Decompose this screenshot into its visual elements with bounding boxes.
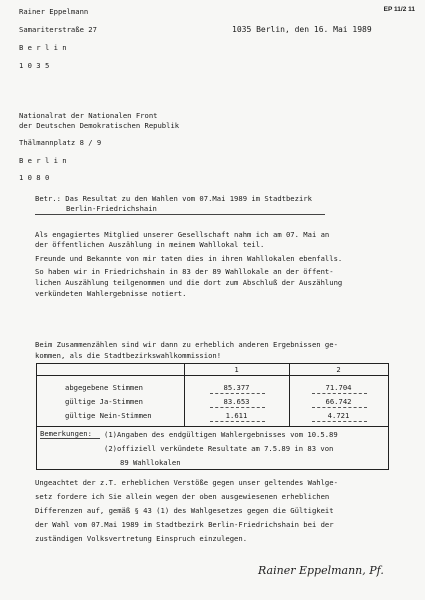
- subject-underline: [35, 214, 325, 215]
- closing-line: Ungeachtet der z.T. erheblichen Verstöße gegen unser geltendes Wahlge-: [35, 478, 338, 487]
- body-line: kommen, als die Stadtbezirkswahlkommission!: [35, 351, 222, 360]
- recipient-zip: 1 0 8 0: [19, 173, 50, 182]
- closing-line: Differenzen auf, gemäß § 43 (1) des Wahlgesetzes gegen die Gültigkeit: [35, 506, 334, 515]
- subject-line2: Berlin-Friedrichshain: [66, 204, 157, 213]
- row-label: abgegebene Stimmen: [65, 383, 143, 392]
- row-value-2: 4.721: [327, 411, 350, 420]
- body-line: So haben wir in Friedrichshain in 83 der 89 Wahllokale an der öffent-: [35, 267, 334, 276]
- row-value-1: 1.611: [225, 411, 248, 420]
- handwritten-signature: Rainer Eppelmann, Pf.: [258, 564, 384, 577]
- recipient-city: B e r l i n: [19, 156, 67, 165]
- row-label: gültige Ja-Stimmen: [65, 397, 143, 406]
- closing-line: zuständigen Volksvertretung Einspruch einzulegen.: [35, 534, 248, 543]
- sender-city: B e r l i n: [19, 43, 67, 52]
- closing-line: setz fordere ich Sie allein wegen der oben ausgewiesenen erheblichen: [35, 492, 330, 501]
- row-value-1: 83.653: [223, 397, 250, 406]
- sender-name: Rainer Eppelmann: [19, 7, 89, 16]
- archive-stamp: EP 11/2 11: [383, 6, 415, 13]
- remarks-label: Bemerkungen:: [40, 429, 92, 438]
- recipient-line2: der Deutschen Demokratischen Republik: [19, 121, 180, 130]
- date-line: 1035 Berlin, den 16. Mai 1989: [232, 25, 372, 34]
- row-label: gültige Nein-Stimmen: [65, 411, 152, 420]
- body-line: Beim Zusammenzählen sind wir dann zu erheblich anderen Ergebnissen ge-: [35, 340, 338, 349]
- column-header-2: 2: [336, 365, 341, 374]
- body-line: verkündeten Wahlergebnisse notiert.: [35, 289, 187, 298]
- remark-line: (1)Angaben des endgültigen Wahlergebnisses vom 10.5.89: [104, 430, 338, 439]
- recipient-line1: Nationalrat der Nationalen Front: [19, 111, 158, 120]
- column-header-1: 1: [234, 365, 239, 374]
- row-value-1: 85.377: [223, 383, 250, 392]
- body-line: der öffentlichen Auszählung in meinem Wahllokal teil.: [35, 240, 265, 249]
- sender-zip: 1 0 3 5: [19, 61, 50, 70]
- row-value-2: 66.742: [325, 397, 352, 406]
- sender-street: Samariterstraße 27: [19, 25, 97, 34]
- body-line: Als engagiertes Mitglied unserer Gesellschaft nahm ich am 07. Mai an: [35, 230, 330, 239]
- body-line: lichen Auszählung teilgenommen und die dort zum Abschluß der Auszählung: [35, 278, 343, 287]
- closing-line: der Wahl vom 07.Mai 1989 im Stadtbezirk Berlin-Friedrichshain bei der: [35, 520, 334, 529]
- subject-line1: Betr.: Das Resultat zu den Wahlen vom 07.Mai 1989 im Stadtbezirk: [35, 194, 312, 203]
- recipient-street: Thälmannplatz 8 / 9: [19, 138, 102, 147]
- remark-line: 89 Wahllokalen: [120, 458, 181, 467]
- row-value-2: 71.704: [325, 383, 352, 392]
- remark-line: (2)offiziell verkündete Resultate am 7.5.89 in 83 von: [104, 444, 334, 453]
- body-line: Freunde und Bekannte von mir taten dies in ihren Wahllokalen ebenfalls.: [35, 254, 343, 263]
